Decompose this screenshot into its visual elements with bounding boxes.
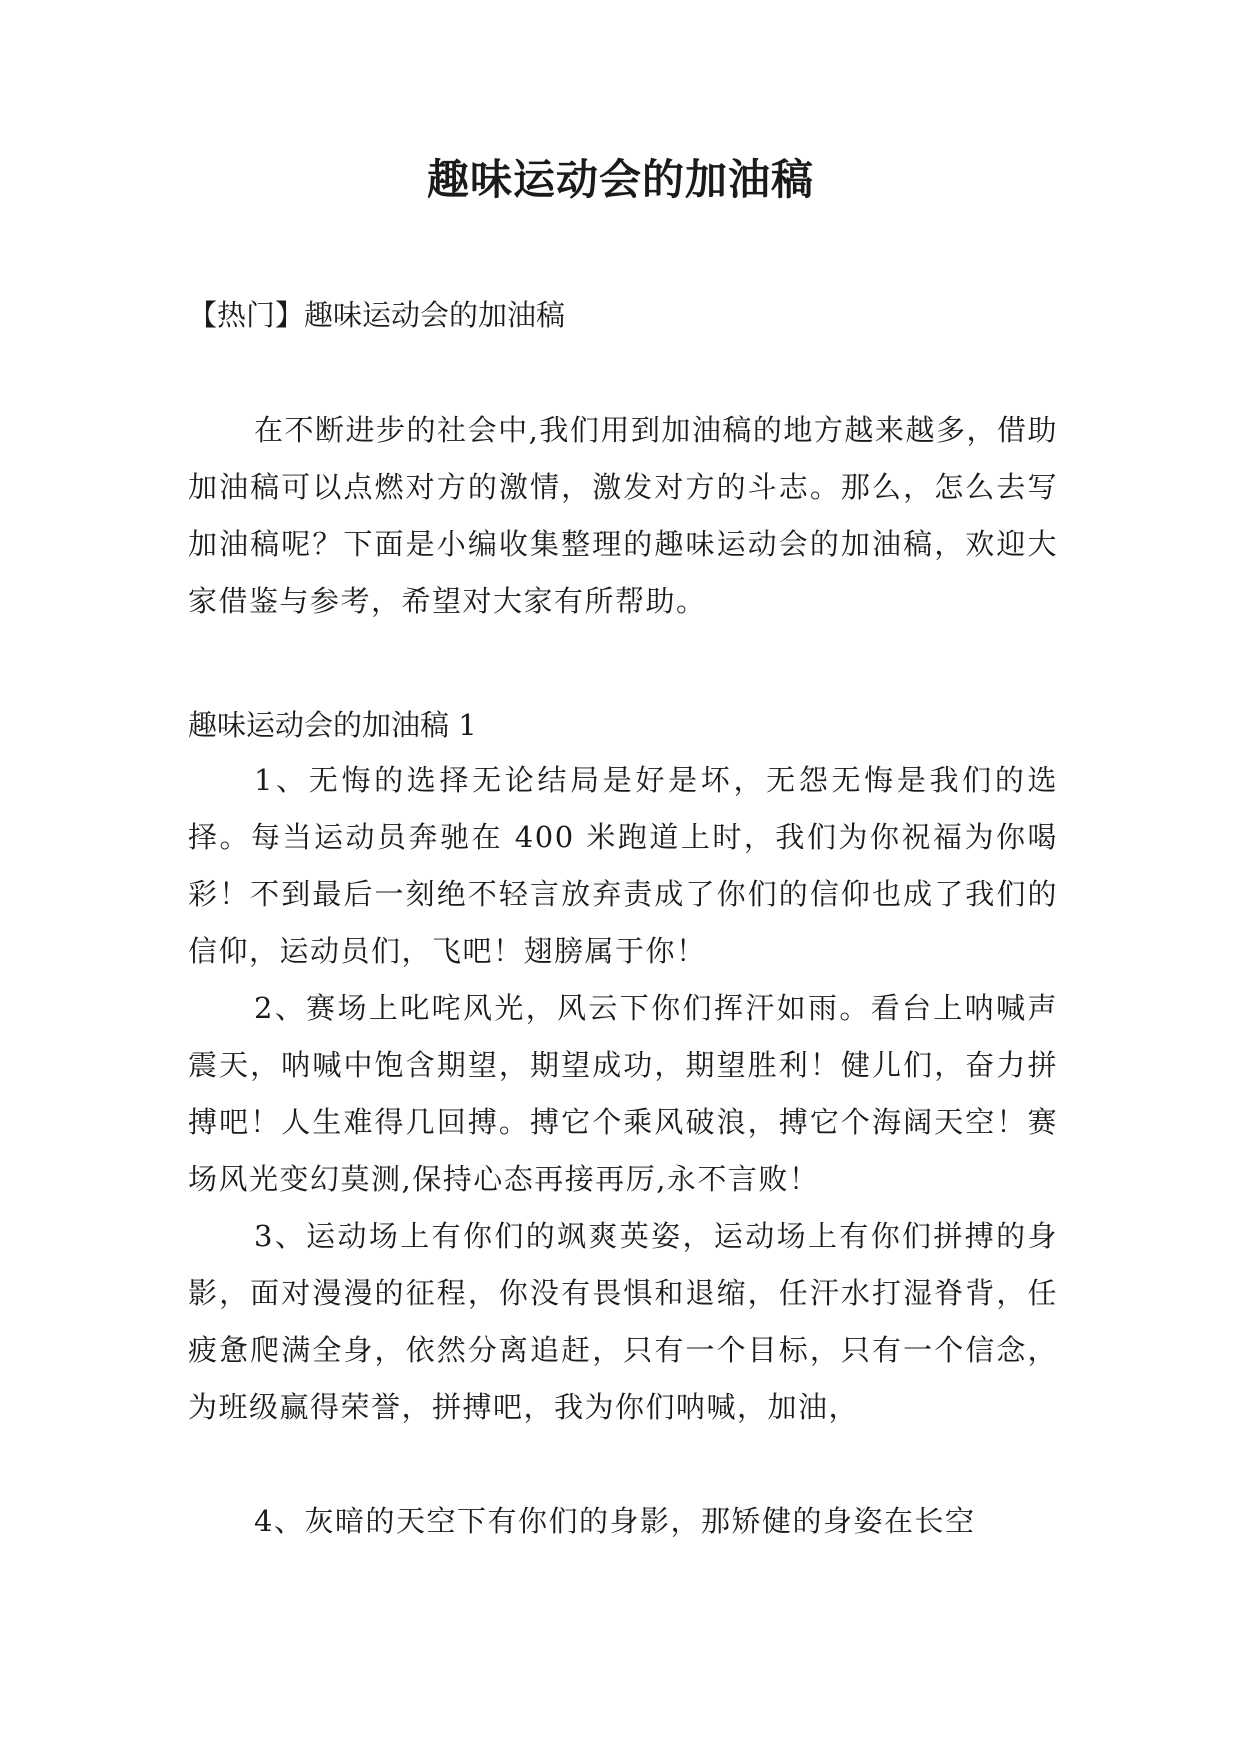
document-subtitle: 【热门】趣味运动会的加油稿: [188, 298, 566, 332]
document-title: 趣味运动会的加油稿: [426, 155, 814, 204]
cheer-item-3: 3、运动场上有你们的飒爽英姿，运动场上有你们拼搏的身影，面对漫漫的征程，你没有畏惧和退缩，任汗水打湿脊背，任疲惫爬满全身，依然分离追赶，只有一个目标，只有一个信念，为班级赢得荣誉，拼搏吧，我为你们呐喊，加油，: [188, 1219, 1058, 1424]
cheer-item-4: 4、灰暗的天空下有你们的身影，那矫健的身姿在长空: [254, 1504, 976, 1538]
cheer-item-2: 2、赛场上叱咤风光，风云下你们挥汗如雨。看台上呐喊声震天，呐喊中饱含期望，期望成功，期望胜利！健儿们，奋力拼搏吧！人生难得几回搏。搏它个乘风破浪，搏它个海阔天空！赛场风光变幻莫测,保持心态再接再厉,永不言败！: [188, 991, 1058, 1196]
cheer-item-1: 1、无悔的选择无论结局是好是坏，无怨无悔是我们的选择。每当运动员奔驰在 400 米跑道上时，我们为你祝福为你喝彩！不到最后一刻绝不轻言放弃责成了你们的信仰也成了我们的信仰，运动员们，飞吧！翅膀属于你！: [188, 763, 1058, 968]
section-heading: 趣味运动会的加油稿 1: [188, 708, 477, 742]
intro-paragraph: 在不断进步的社会中,我们用到加油稿的地方越来越多，借助加油稿可以点燃对方的激情，激发对方的斗志。那么，怎么去写加油稿呢？下面是小编收集整理的趣味运动会的加油稿，欢迎大家借鉴与参考，希望对大家有所帮助。: [188, 413, 1058, 618]
